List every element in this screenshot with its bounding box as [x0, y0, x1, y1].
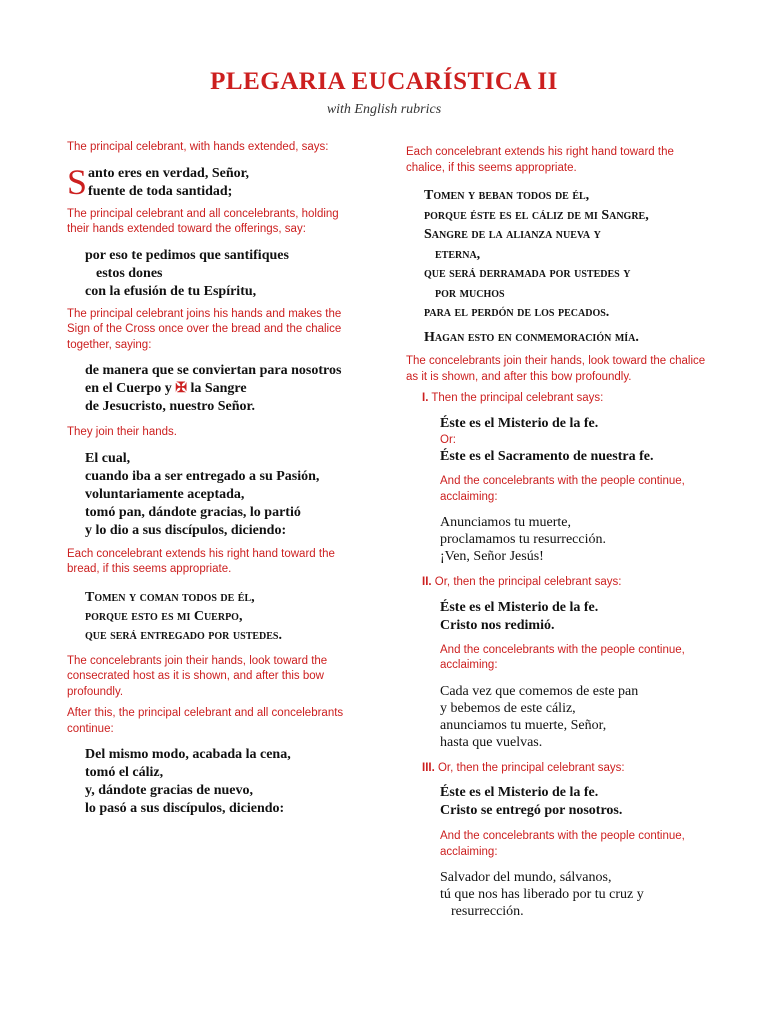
- prayer-line: Éste es el Misterio de la fe.: [440, 415, 599, 431]
- prayer-line: anto eres en verdad, Señor,: [88, 165, 250, 181]
- rubric: After this, the principal celebrant and all concelebrants continue:: [67, 707, 344, 735]
- prayer-line: porque éste es el cáliz de mi Sangre,: [424, 207, 649, 223]
- prayer-line: lo pasó a sus discípulos, diciendo:: [85, 801, 285, 816]
- option-two: [406, 575, 706, 751]
- prayer-block: [422, 599, 706, 635]
- acclamation-line: proclamamos tu resurrección.: [440, 532, 606, 547]
- option-one: [406, 391, 706, 565]
- rubric: Each concelebrant extends his right hand toward the chalice, if this seems appropriate.: [406, 146, 674, 174]
- prayer-line: [85, 380, 357, 398]
- prayer-line: Éste es el Sacramento de nuestra fe.: [440, 449, 654, 464]
- prayer-line: Cristo nos redimió.: [440, 617, 555, 633]
- cross-icon: ✠: [175, 381, 187, 396]
- prayer-line: tomó pan, dándote gracias, lo partió: [85, 504, 301, 520]
- prayer-block: [67, 247, 357, 301]
- rubric-text: Or, then the principal celebrant says:: [434, 761, 625, 774]
- prayer-line: Del mismo modo, acabada la cena,: [85, 747, 291, 762]
- drop-cap: S: [67, 161, 88, 202]
- rubric-text: Or, then the principal celebrant says:: [431, 576, 622, 588]
- prayer-text: en el Cuerpo y: [85, 381, 176, 396]
- option-number: I.: [422, 392, 429, 404]
- prayer-line: que será derramada por ustedes y: [424, 266, 631, 281]
- rubric: The principal celebrant and all concelebrants, holding their hands extended toward the offerings, say:: [67, 207, 339, 235]
- rubric-or: Or:: [440, 433, 456, 446]
- rubric: And the concelebrants with the people continue, acclaiming:: [440, 475, 685, 503]
- prayer-line: y, dándote gracias de nuevo,: [85, 783, 254, 798]
- rubric: The principal celebrant joins his hands and makes the Sign of the Cross once over the bread and the chalice together, saying:: [67, 307, 342, 351]
- prayer-line: Hagan esto en conmemoración mía.: [424, 329, 639, 345]
- option-number: III.: [422, 761, 435, 774]
- prayer-text: la Sangre: [186, 381, 247, 396]
- prayer-line: Cristo se entregó por nosotros.: [440, 803, 623, 818]
- prayer-line: Sangre de la alianza nueva y: [424, 227, 601, 242]
- consecration-words: [67, 588, 357, 645]
- acclamation: [422, 514, 706, 565]
- prayer-line: por muchos: [435, 285, 505, 301]
- prayer-block: [67, 161, 357, 202]
- acclamation-line: ¡Ven, Señor Jesús!: [440, 549, 544, 564]
- rubric: The concelebrants join their hands, look toward the consecrated host as it is shown, and after this bow profoundly.: [67, 654, 328, 698]
- acclamation-line: Cada vez que comemos de este pan: [440, 683, 639, 699]
- prayer-line: El cual,: [85, 450, 131, 466]
- rubric: [422, 761, 706, 777]
- prayer-line: Éste es el Misterio de la fe.: [440, 599, 599, 615]
- prayer-line: Tomen y beban todos de él,: [424, 188, 590, 203]
- prayer-block: [422, 415, 706, 467]
- acclamation-line: hasta que vuelvas.: [440, 734, 543, 750]
- prayer-line: Éste es el Misterio de la fe.: [440, 785, 599, 800]
- prayer-line: voluntariamente aceptada,: [85, 486, 245, 502]
- prayer-line: cuando iba a ser entregado a su Pasión,: [85, 468, 320, 484]
- rubric: The principal celebrant, with hands extended, says:: [67, 141, 329, 153]
- consecration-words: [406, 186, 706, 347]
- acclamation-line: anunciamos tu muerte, Señor,: [440, 717, 607, 733]
- prayer-line: fuente de toda santidad;: [88, 183, 233, 199]
- option-three: [406, 761, 706, 921]
- acclamation-line: resurrección.: [451, 904, 524, 919]
- rubric: The concelebrants join their hands, look toward the chalice as it is shown, and after this bow profoundly.: [406, 355, 706, 383]
- prayer-line: estos dones: [96, 265, 163, 281]
- page-title: PLEGARIA EUCARÍSTICA II: [210, 68, 558, 95]
- prayer-line: de manera que se conviertan para nosotros: [85, 363, 342, 378]
- acclamation-line: Salvador del mundo, sálvanos,: [440, 870, 612, 885]
- prayer-line: que será entregado por ustedes.: [85, 627, 282, 643]
- rubric: [422, 391, 706, 407]
- right-column: [406, 145, 706, 920]
- prayer-block: [422, 784, 706, 820]
- option-number: II.: [422, 576, 432, 588]
- prayer-block: [67, 746, 357, 818]
- acclamation-line: y bebemos de este cáliz,: [440, 700, 576, 716]
- prayer-line: y lo dio a sus discípulos, diciendo:: [85, 522, 287, 538]
- prayer-line: eterna,: [435, 246, 481, 262]
- acclamation-line: tú que nos has liberado por tu cruz y: [440, 887, 644, 902]
- rubric: And the concelebrants with the people continue, acclaiming:: [440, 643, 685, 671]
- prayer-line: de Jesucristo, nuestro Señor.: [85, 399, 255, 414]
- acclamation: [422, 683, 706, 751]
- prayer-line: por eso te pedimos que santifiques: [85, 247, 289, 263]
- left-column: [67, 140, 357, 818]
- rubric: They join their hands.: [67, 426, 177, 438]
- prayer-block: [67, 362, 357, 416]
- acclamation: [422, 869, 706, 920]
- rubric: And the concelebrants with the people continue, acclaiming:: [440, 830, 685, 858]
- rubric: Each concelebrant extends his right hand toward the bread, if this seems appropriate.: [67, 547, 335, 575]
- prayer-line: tomó el cáliz,: [85, 765, 164, 780]
- prayer-line: porque esto es mi Cuerpo,: [85, 608, 243, 624]
- prayer-block: [67, 450, 357, 540]
- acclamation-line: Anunciamos tu muerte,: [440, 515, 572, 530]
- page-subtitle: with English rubrics: [326, 102, 442, 117]
- prayer-line: Tomen y coman todos de él,: [85, 589, 255, 605]
- rubric: [422, 575, 706, 591]
- prayer-line: para el perdón de los pecados.: [424, 305, 610, 320]
- rubric-text: Then the principal celebrant says:: [428, 392, 604, 404]
- prayer-line: con la efusión de tu Espíritu,: [85, 283, 257, 299]
